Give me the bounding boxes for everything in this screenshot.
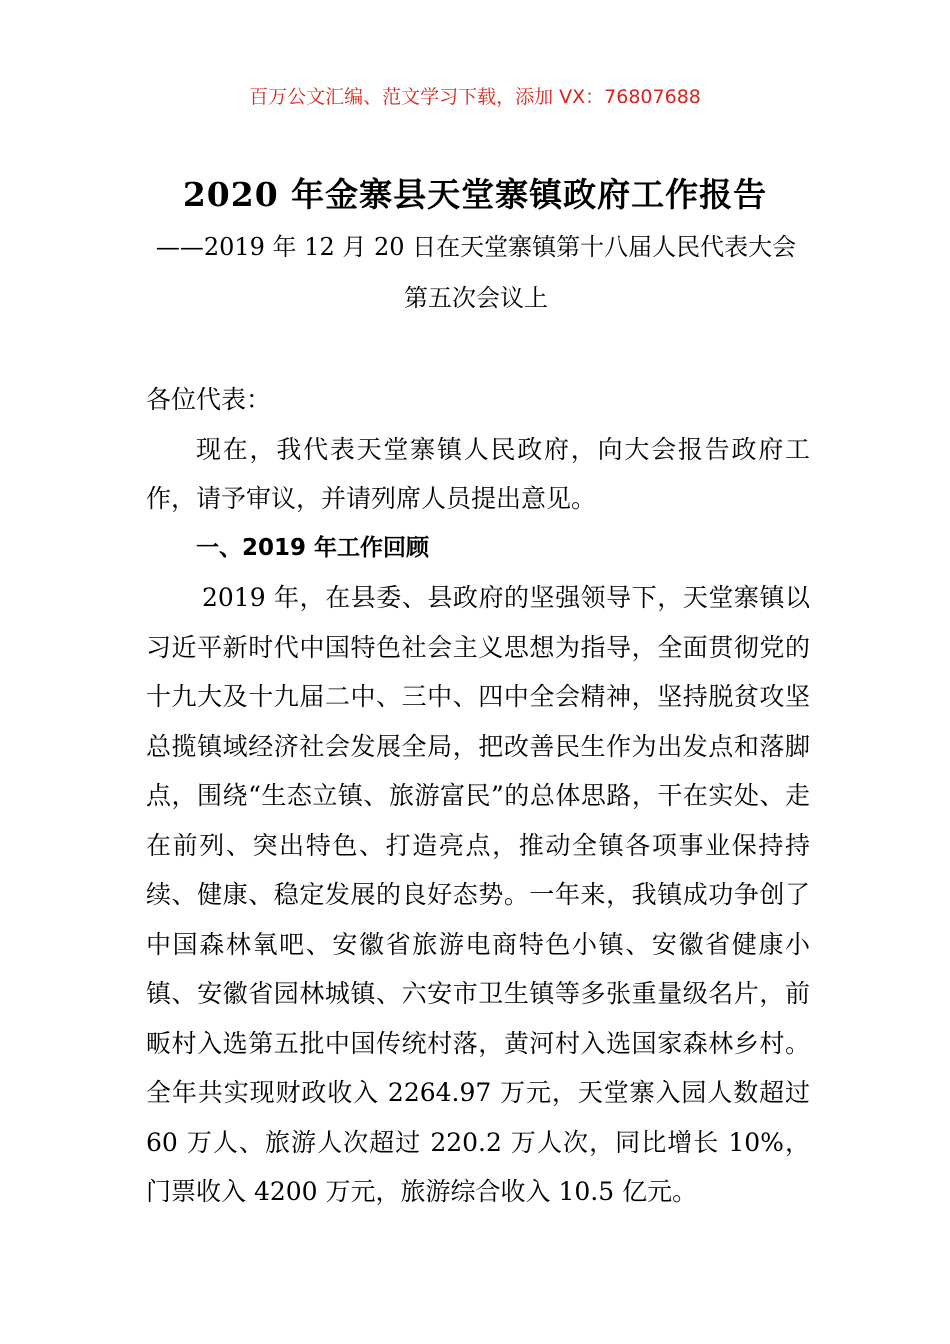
document-title: 2020 年金寨县天堂寨镇政府工作报告 (182, 175, 768, 214)
document-subtitle-line-2: 第五次会议上 (404, 284, 548, 312)
promo-banner-text: 百万公文汇编、范文学习下载，添加 VX：76807688 (249, 86, 701, 108)
document-subtitle-line-1: ——2019 年 12 月 20 日在天堂寨镇第十八届人民代表大会 (155, 233, 797, 261)
intro-paragraph: 现在，我代表天堂寨镇人民政府，向大会报告政府工作，请予审议，并请列席人员提出意见。 (146, 434, 810, 513)
greeting: 各位代表： (146, 385, 272, 414)
body-paragraph: 2019 年，在县委、县政府的坚强领导下，天堂寨镇以习近平新时代中国特色社会主义思想为指导，全面贯彻党的十九大及十九届二中、三中、四中全会精神，坚持脱贫攻坚总揽镇域经济社会发展全局，把改善民生作为出发点和落脚点，围绕“生态立镇、旅游富民”的总体思路，干在实处、走在前列、突出特色、打造亮点，推动全镇各项事业保持持续、健康、稳定发展的良好态势。一年来，我镇成功争创了中国森林氧吧、安徽省旅游电商特色小镇、安徽省健康小镇、安徽省园林城镇、六安市卫生镇等多张重量级名片，前畈村入选第五批中国传统村落，黄河村入选国家森林乡村。全年共实现财政收入 2264.97 万元，天堂寨入园人数超过 60 万人、旅游人次超过 220.2 万人次，同比增长 10%，门票收入 4200 万元，旅游综合收入 10.5 亿元。 (146, 583, 810, 1206)
document-body (146, 375, 810, 1217)
promo-banner (0, 84, 950, 110)
section-heading: 一、2019 年工作回顾 (196, 534, 430, 561)
